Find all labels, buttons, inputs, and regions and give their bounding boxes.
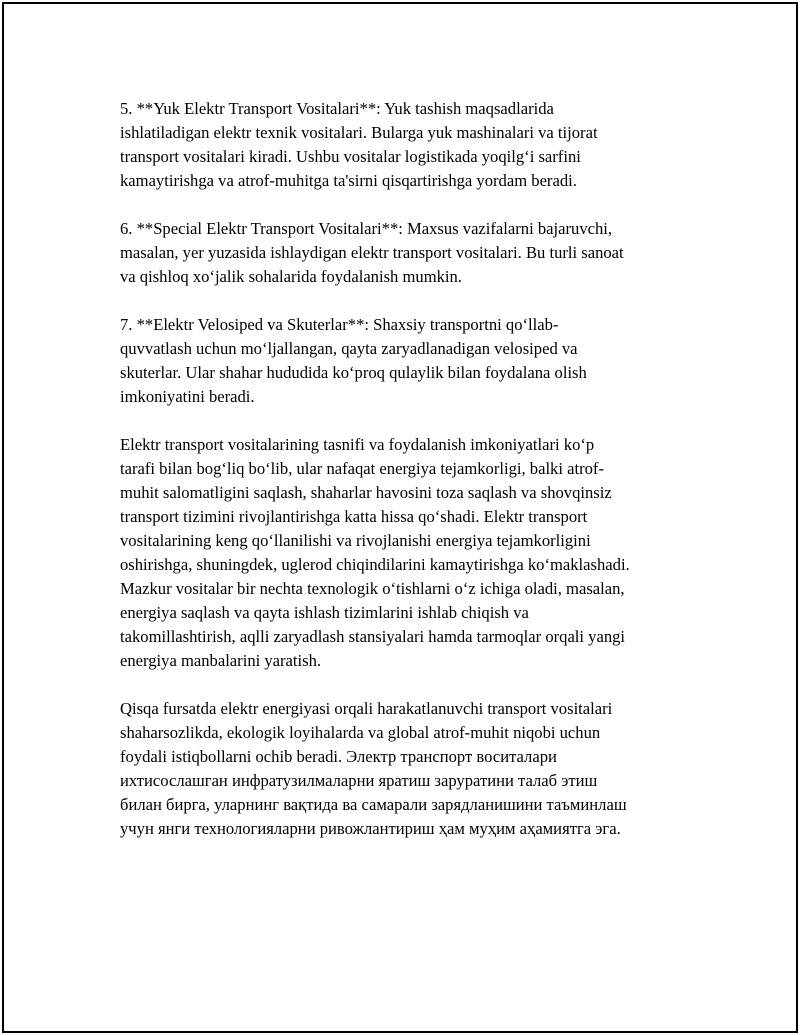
- paragraph-item-7-bicycles-scooters: 7. **Elektr Velosiped va Skuterlar**: Shaxsiy transportni qo‘llab- quvvatlash uchun mo‘ljallangan, qayta zaryadlanadigan velosiped va skuterlar. Ular shahar hududida ko‘proq qulaylik bilan foydalana olish imkoniyatini beradi.: [120, 315, 587, 406]
- paragraph-conclusion: Qisqa fursatda elektr energiyasi orqali harakatlanuvchi transport vositalari shaharsozlikda, ekologik loyihalarda va global atrof-muhit niqobi uchun foydali istiqbollarni ochib beradi. Электр транспорт воситалари ихтисослашган инфратузилмаларни яратиш заруратини талаб этиш билан бирга, уларнинг вақтида ва самарали зарядланишини таъминлаш учун янги технологияларни ривожлантириш ҳам муҳим аҳамиятга эга.: [120, 699, 627, 838]
- paragraph-item-6-special-vehicles: 6. **Special Elektr Transport Vositalari**: Maxsus vazifalarni bajaruvchi, masalan, yer yuzasida ishlaydigan elektr transport vositalari. Bu turli sanoat va qishloq xo‘jalik sohalarida foydalanish mumkin.: [120, 219, 624, 286]
- paragraph-classification-summary: Elektr transport vositalarining tasnifi va foydalanish imkoniyatlari ko‘p tarafi bilan bog‘liq bo‘lib, ular nafaqat energiya tejamkorligi, balki atrof- muhit salomatligini saqlash, shaharlar havosini toza saqlash va shovqinsiz transport tizimini rivojlantirishga katta hissa qo‘shadi. Elektr transport vositalarining keng qo‘llanilishi va rivojlanishi energiya tejamkorligini oshirishga, shuningdek, uglerod chiqindilarini kamaytirishga ko‘maklashadi. Mazkur vositalar bir nechta texnologik o‘tishlarni o‘z ichiga oladi, masalan, energiya saqlash va qayta ishlash tizimlarini ishlab chiqish va takomillashtirish, aqlli zaryadlash stansiyalari hamda tarmoqlar orqali yangi energiya manbalarini yaratish.: [120, 435, 630, 670]
- document-body: [120, 97, 680, 865]
- paragraph-item-5-cargo-vehicles: 5. **Yuk Elektr Transport Vositalari**: Yuk tashish maqsadlarida ishlatiladigan elektr texnik vositalari. Bularga yuk mashinalari va tijorat transport vositalari kiradi. Ushbu vositalar logistikada yoqilg‘i sarfini kamaytirishga va atrof-muhitga ta'sirni qisqartirishga yordam beradi.: [120, 99, 598, 190]
- page-frame: [2, 2, 798, 1033]
